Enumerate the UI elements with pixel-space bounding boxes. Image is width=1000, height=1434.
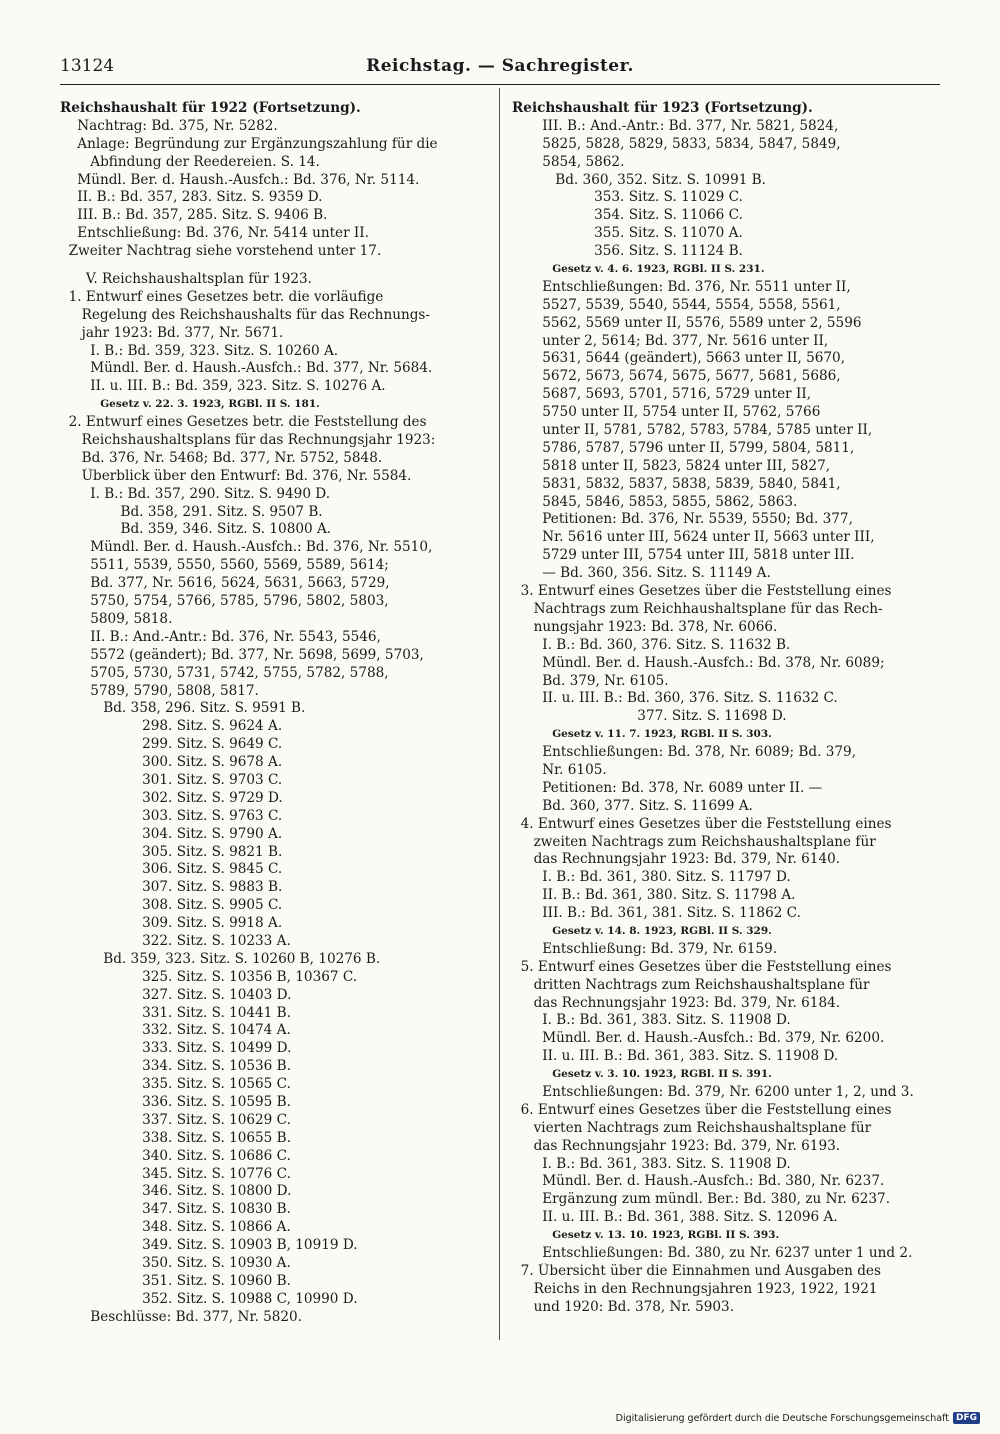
index-line: Gesetz v. 4. 6. 1923, RGBl. II S. 231. bbox=[512, 263, 765, 276]
index-line: 352. Sitz. S. 10988 C, 10990 D. bbox=[60, 1290, 358, 1307]
footer bbox=[616, 1412, 980, 1424]
index-line: II. B.: Bd. 357, 283. Sitz. S. 9359 D. bbox=[60, 189, 323, 206]
index-line: Petitionen: Bd. 378, Nr. 6089 unter II. — bbox=[512, 779, 823, 796]
footer-text: Digitalisierung gefördert durch die Deutsche Forschungsgemeinschaft bbox=[615, 1412, 949, 1424]
index-line: Mündl. Ber. d. Haush.-Ausfch.: Bd. 377, Nr. 5684. bbox=[60, 360, 433, 377]
left-column bbox=[60, 100, 492, 1327]
index-line: Bd. 379, Nr. 6105. bbox=[512, 672, 669, 689]
index-line: unter 2, 5614; Bd. 377, Nr. 5616 unter II, bbox=[512, 332, 829, 349]
index-line: 2. Entwurf eines Gesetzes betr. die Feststellung des bbox=[60, 414, 427, 431]
index-line: 346. Sitz. S. 10800 D. bbox=[60, 1183, 292, 1200]
index-line: 5729 unter III, 5754 unter III, 5818 unter III. bbox=[512, 547, 855, 564]
index-line: 7. Übersicht über die Einnahmen und Ausgaben des bbox=[512, 1262, 881, 1279]
index-line: unter II, 5781, 5782, 5783, 5784, 5785 unter II, bbox=[512, 422, 873, 439]
index-line: nungsjahr 1923: Bd. 378, Nr. 6066. bbox=[512, 618, 778, 635]
index-line: 5825, 5828, 5829, 5833, 5834, 5847, 5849, bbox=[512, 135, 841, 152]
index-line: Zweiter Nachtrag siehe vorstehend unter 17. bbox=[60, 243, 382, 260]
index-line: II. u. III. B.: Bd. 359, 323. Sitz. S. 10276 A. bbox=[60, 378, 386, 395]
index-line: 350. Sitz. S. 10930 A. bbox=[60, 1255, 291, 1271]
index-line: 355. Sitz. S. 11070 A. bbox=[512, 225, 743, 242]
index-line: 305. Sitz. S. 9821 B. bbox=[60, 843, 283, 860]
section-heading: Reichshaushalt für 1922 (Fortsetzung). bbox=[60, 100, 361, 116]
index-line: 5572 (geändert); Bd. 377, Nr. 5698, 5699, 5703, bbox=[60, 646, 424, 663]
page-number: 13124 bbox=[60, 56, 115, 76]
index-line: jahr 1923: Bd. 377, Nr. 5671. bbox=[60, 324, 284, 341]
index-line: 5845, 5846, 5853, 5855, 5862, 5863. bbox=[512, 493, 798, 510]
index-line: das Rechnungsjahr 1923: Bd. 379, Nr. 6193. bbox=[512, 1137, 841, 1154]
index-line: 309. Sitz. S. 9918 A. bbox=[60, 915, 283, 932]
index-line: 335. Sitz. S. 10565 C. bbox=[60, 1076, 291, 1093]
index-line: Bd. 376, Nr. 5468; Bd. 377, Nr. 5752, 5848. bbox=[60, 449, 383, 466]
index-line: Gesetz v. 11. 7. 1923, RGBl. II S. 303. bbox=[512, 728, 772, 741]
index-line: 3. Entwurf eines Gesetzes über die Feststellung eines bbox=[512, 583, 892, 600]
index-line: Gesetz v. 22. 3. 1923, RGBl. II S. 181. bbox=[60, 398, 320, 411]
index-line: 354. Sitz. S. 11066 C. bbox=[512, 207, 743, 224]
index-line: 338. Sitz. S. 10655 B. bbox=[60, 1129, 291, 1146]
index-line: 306. Sitz. S. 9845 C. bbox=[60, 861, 283, 878]
index-line: 322. Sitz. S. 10233 A. bbox=[60, 932, 291, 949]
index-line: Regelung des Reichshaushalts für das Rechnungs- bbox=[60, 306, 430, 323]
index-line: V. Reichshaushaltsplan für 1923. bbox=[60, 271, 312, 288]
index-line: Bd. 360, 352. Sitz. S. 10991 B. bbox=[512, 171, 766, 188]
index-line: Nachtrag: Bd. 375, Nr. 5282. bbox=[60, 117, 278, 134]
index-line: 298. Sitz. S. 9624 A. bbox=[60, 718, 283, 735]
index-line: 333. Sitz. S. 10499 D. bbox=[60, 1040, 292, 1057]
index-line: Mündl. Ber. d. Haush.-Ausfch.: Bd. 376, Nr. 5510, bbox=[60, 539, 433, 556]
index-line: 353. Sitz. S. 11029 C. bbox=[512, 189, 743, 206]
index-line: 5818 unter II, 5823, 5824 unter III, 5827, bbox=[512, 457, 831, 474]
index-line: 302. Sitz. S. 9729 D. bbox=[60, 789, 283, 806]
index-line: II. u. III. B.: Bd. 360, 376. Sitz. S. 11632 C. bbox=[512, 690, 838, 707]
index-line: Entschließung: Bd. 379, Nr. 6159. bbox=[512, 940, 778, 957]
index-line: 331. Sitz. S. 10441 B. bbox=[60, 1004, 291, 1021]
index-line: 300. Sitz. S. 9678 A. bbox=[60, 754, 283, 771]
index-line bbox=[60, 261, 492, 271]
index-line: 304. Sitz. S. 9790 A. bbox=[60, 825, 283, 842]
index-line: Bd. 359, 346. Sitz. S. 10800 A. bbox=[60, 521, 332, 538]
index-line: 5672, 5673, 5674, 5675, 5677, 5681, 5686, bbox=[512, 368, 841, 385]
index-line: 5687, 5693, 5701, 5716, 5729 unter II, bbox=[512, 386, 812, 403]
index-line: Bd. 360, 377. Sitz. S. 11699 A. bbox=[512, 797, 753, 814]
index-line: das Rechnungsjahr 1923: Bd. 379, Nr. 6140. bbox=[512, 851, 841, 868]
right-column bbox=[512, 100, 940, 1317]
index-line: Bd. 359, 323. Sitz. S. 10260 B, 10276 B. bbox=[60, 950, 381, 967]
index-line: 5854, 5862. bbox=[512, 153, 625, 170]
index-line: Nachtrags zum Reichhaushaltsplane für das Rech- bbox=[512, 600, 883, 617]
index-line: III. B.: Bd. 361, 381. Sitz. S. 11862 C. bbox=[512, 905, 801, 922]
index-line: 332. Sitz. S. 10474 A. bbox=[60, 1022, 291, 1039]
index-line: 349. Sitz. S. 10903 B, 10919 D. bbox=[60, 1237, 358, 1254]
index-line: 356. Sitz. S. 11124 B. bbox=[512, 243, 743, 260]
index-line: Entschließung: Bd. 376, Nr. 5414 unter II. bbox=[60, 225, 369, 242]
index-line: III. B.: Bd. 357, 285. Sitz. S. 9406 B. bbox=[60, 207, 328, 224]
index-line: 340. Sitz. S. 10686 C. bbox=[60, 1147, 291, 1164]
index-line: Überblick über den Entwurf: Bd. 376, Nr. 5584. bbox=[60, 467, 412, 484]
index-line: Abfindung der Reedereien. S. 14. bbox=[60, 153, 320, 170]
index-line: I. B.: Bd. 361, 383. Sitz. S. 11908 D. bbox=[512, 1012, 791, 1029]
index-line: Entschließungen: Bd. 380, zu Nr. 6237 unter 1 und 2. bbox=[512, 1245, 913, 1261]
index-line: 348. Sitz. S. 10866 A. bbox=[60, 1219, 291, 1236]
running-title: Reichstag. — Sachregister. bbox=[366, 56, 634, 76]
index-line: 5631, 5644 (geändert), 5663 unter II, 5670, bbox=[512, 350, 846, 367]
index-line: und 1920: Bd. 378, Nr. 5903. bbox=[512, 1298, 735, 1315]
index-line: 307. Sitz. S. 9883 B. bbox=[60, 879, 283, 896]
index-line: 334. Sitz. S. 10536 B. bbox=[60, 1058, 291, 1075]
index-line: Gesetz v. 3. 10. 1923, RGBl. II S. 391. bbox=[512, 1068, 772, 1081]
index-line: 6. Entwurf eines Gesetzes über die Feststellung eines bbox=[512, 1101, 892, 1118]
index-line: 325. Sitz. S. 10356 B, 10367 C. bbox=[60, 968, 358, 985]
header-rule bbox=[60, 84, 940, 85]
index-line: Bd. 377, Nr. 5616, 5624, 5631, 5663, 5729, bbox=[60, 575, 390, 592]
section-heading: Reichshaushalt für 1923 (Fortsetzung). bbox=[512, 100, 813, 116]
index-line: Bd. 358, 291. Sitz. S. 9507 B. bbox=[60, 503, 323, 520]
index-line: Mündl. Ber. d. Haush.-Ausfch.: Bd. 378, Nr. 6089; bbox=[512, 654, 885, 671]
index-line: 5831, 5832, 5837, 5838, 5839, 5840, 5841, bbox=[512, 475, 841, 492]
index-line: 5750 unter II, 5754 unter II, 5762, 5766 bbox=[512, 404, 821, 421]
index-line: 4. Entwurf eines Gesetzes über die Feststellung eines bbox=[512, 815, 892, 832]
dfg-logo-icon: DFG bbox=[953, 1412, 980, 1424]
index-line: Reichshaushaltsplans für das Rechnungsjahr 1923: bbox=[60, 432, 436, 449]
index-line: Nr. 5616 unter III, 5624 unter II, 5663 unter III, bbox=[512, 529, 875, 546]
index-line: 5527, 5539, 5540, 5544, 5554, 5558, 5561, bbox=[512, 296, 841, 313]
index-line: Gesetz v. 13. 10. 1923, RGBl. II S. 393. bbox=[512, 1229, 780, 1242]
column-divider bbox=[499, 88, 500, 1340]
index-line: Mündl. Ber. d. Haush.-Ausfch.: Bd. 376, Nr. 5114. bbox=[60, 171, 420, 188]
index-line: Reichs in den Rechnungsjahren 1923, 1922, 1921 bbox=[512, 1280, 878, 1297]
index-line: III. B.: And.-Antr.: Bd. 377, Nr. 5821, 5824, bbox=[512, 117, 839, 134]
index-line: das Rechnungsjahr 1923: Bd. 379, Nr. 6184. bbox=[512, 994, 841, 1011]
index-line: II. B.: Bd. 361, 380. Sitz. S. 11798 A. bbox=[512, 887, 796, 904]
index-line: 347. Sitz. S. 10830 B. bbox=[60, 1201, 291, 1218]
index-line: Nr. 6105. bbox=[512, 761, 607, 778]
index-line: 351. Sitz. S. 10960 B. bbox=[60, 1272, 291, 1289]
index-line: 299. Sitz. S. 9649 C. bbox=[60, 736, 283, 753]
index-line: 327. Sitz. S. 10403 D. bbox=[60, 986, 292, 1003]
index-line: I. B.: Bd. 360, 376. Sitz. S. 11632 B. bbox=[512, 636, 791, 653]
index-line: vierten Nachtrags zum Reichshaushaltsplane für bbox=[512, 1119, 872, 1136]
index-line: 308. Sitz. S. 9905 C. bbox=[60, 897, 283, 914]
index-line: 5562, 5569 unter II, 5576, 5589 unter 2, 5596 bbox=[512, 314, 862, 331]
index-line: II. u. III. B.: Bd. 361, 383. Sitz. S. 11908 D. bbox=[512, 1048, 839, 1065]
index-line: I. B.: Bd. 357, 290. Sitz. S. 9490 D. bbox=[60, 485, 331, 502]
index-line: zweiten Nachtrags zum Reichshaushaltsplane für bbox=[512, 833, 876, 850]
index-line: 5. Entwurf eines Gesetzes über die Feststellung eines bbox=[512, 958, 892, 975]
index-line: 303. Sitz. S. 9763 C. bbox=[60, 807, 283, 824]
index-line: Entschließungen: Bd. 376, Nr. 5511 unter II, bbox=[512, 278, 851, 295]
index-line: Ergänzung zum mündl. Ber.: Bd. 380, zu Nr. 6237. bbox=[512, 1191, 891, 1208]
index-line: 301. Sitz. S. 9703 C. bbox=[60, 771, 283, 788]
index-line: Beschlüsse: Bd. 377, Nr. 5820. bbox=[60, 1308, 303, 1325]
index-line: I. B.: Bd. 361, 380. Sitz. S. 11797 D. bbox=[512, 869, 791, 886]
page-header bbox=[60, 56, 940, 82]
index-line: — Bd. 360, 356. Sitz. S. 11149 A. bbox=[512, 565, 771, 582]
index-line: Entschließungen: Bd. 378, Nr. 6089; Bd. 379, bbox=[512, 744, 857, 761]
index-line: Bd. 358, 296. Sitz. S. 9591 B. bbox=[60, 700, 306, 717]
index-line: Mündl. Ber. d. Haush.-Ausfch.: Bd. 380, Nr. 6237. bbox=[512, 1173, 885, 1190]
index-line: 5511, 5539, 5550, 5560, 5569, 5589, 5614; bbox=[60, 557, 389, 574]
index-line: 5786, 5787, 5796 unter II, 5799, 5804, 5811, bbox=[512, 439, 855, 456]
index-line: II. u. III. B.: Bd. 361, 388. Sitz. S. 12096 A. bbox=[512, 1209, 838, 1226]
index-line: Petitionen: Bd. 376, Nr. 5539, 5550; Bd. 377, bbox=[512, 511, 853, 528]
index-line: I. B.: Bd. 359, 323. Sitz. S. 10260 A. bbox=[60, 342, 339, 359]
index-line: 5789, 5790, 5808, 5817. bbox=[60, 682, 259, 699]
index-line: Mündl. Ber. d. Haush.-Ausfch.: Bd. 379, Nr. 6200. bbox=[512, 1030, 885, 1047]
index-line: 377. Sitz. S. 11698 D. bbox=[512, 708, 787, 725]
index-line: 345. Sitz. S. 10776 C. bbox=[60, 1165, 291, 1182]
index-line: dritten Nachtrags zum Reichshaushaltsplane für bbox=[512, 976, 870, 993]
index-line: 5809, 5818. bbox=[60, 610, 173, 627]
index-line: 336. Sitz. S. 10595 B. bbox=[60, 1093, 291, 1110]
index-line: Anlage: Begründung zur Ergänzungszahlung für die bbox=[60, 135, 438, 152]
index-line: II. B.: And.-Antr.: Bd. 376, Nr. 5543, 5546, bbox=[60, 628, 381, 645]
index-line: 5750, 5754, 5766, 5785, 5796, 5802, 5803, bbox=[60, 593, 389, 610]
index-line: Gesetz v. 14. 8. 1923, RGBl. II S. 329. bbox=[512, 924, 772, 937]
index-line: I. B.: Bd. 361, 383. Sitz. S. 11908 D. bbox=[512, 1155, 791, 1172]
index-line: 5705, 5730, 5731, 5742, 5755, 5782, 5788, bbox=[60, 664, 389, 681]
index-line: Entschließungen: Bd. 379, Nr. 6200 unter 1, 2, und 3. bbox=[512, 1083, 914, 1100]
index-line: 1. Entwurf eines Gesetzes betr. die vorläufige bbox=[60, 288, 384, 305]
index-line: 337. Sitz. S. 10629 C. bbox=[60, 1111, 291, 1128]
